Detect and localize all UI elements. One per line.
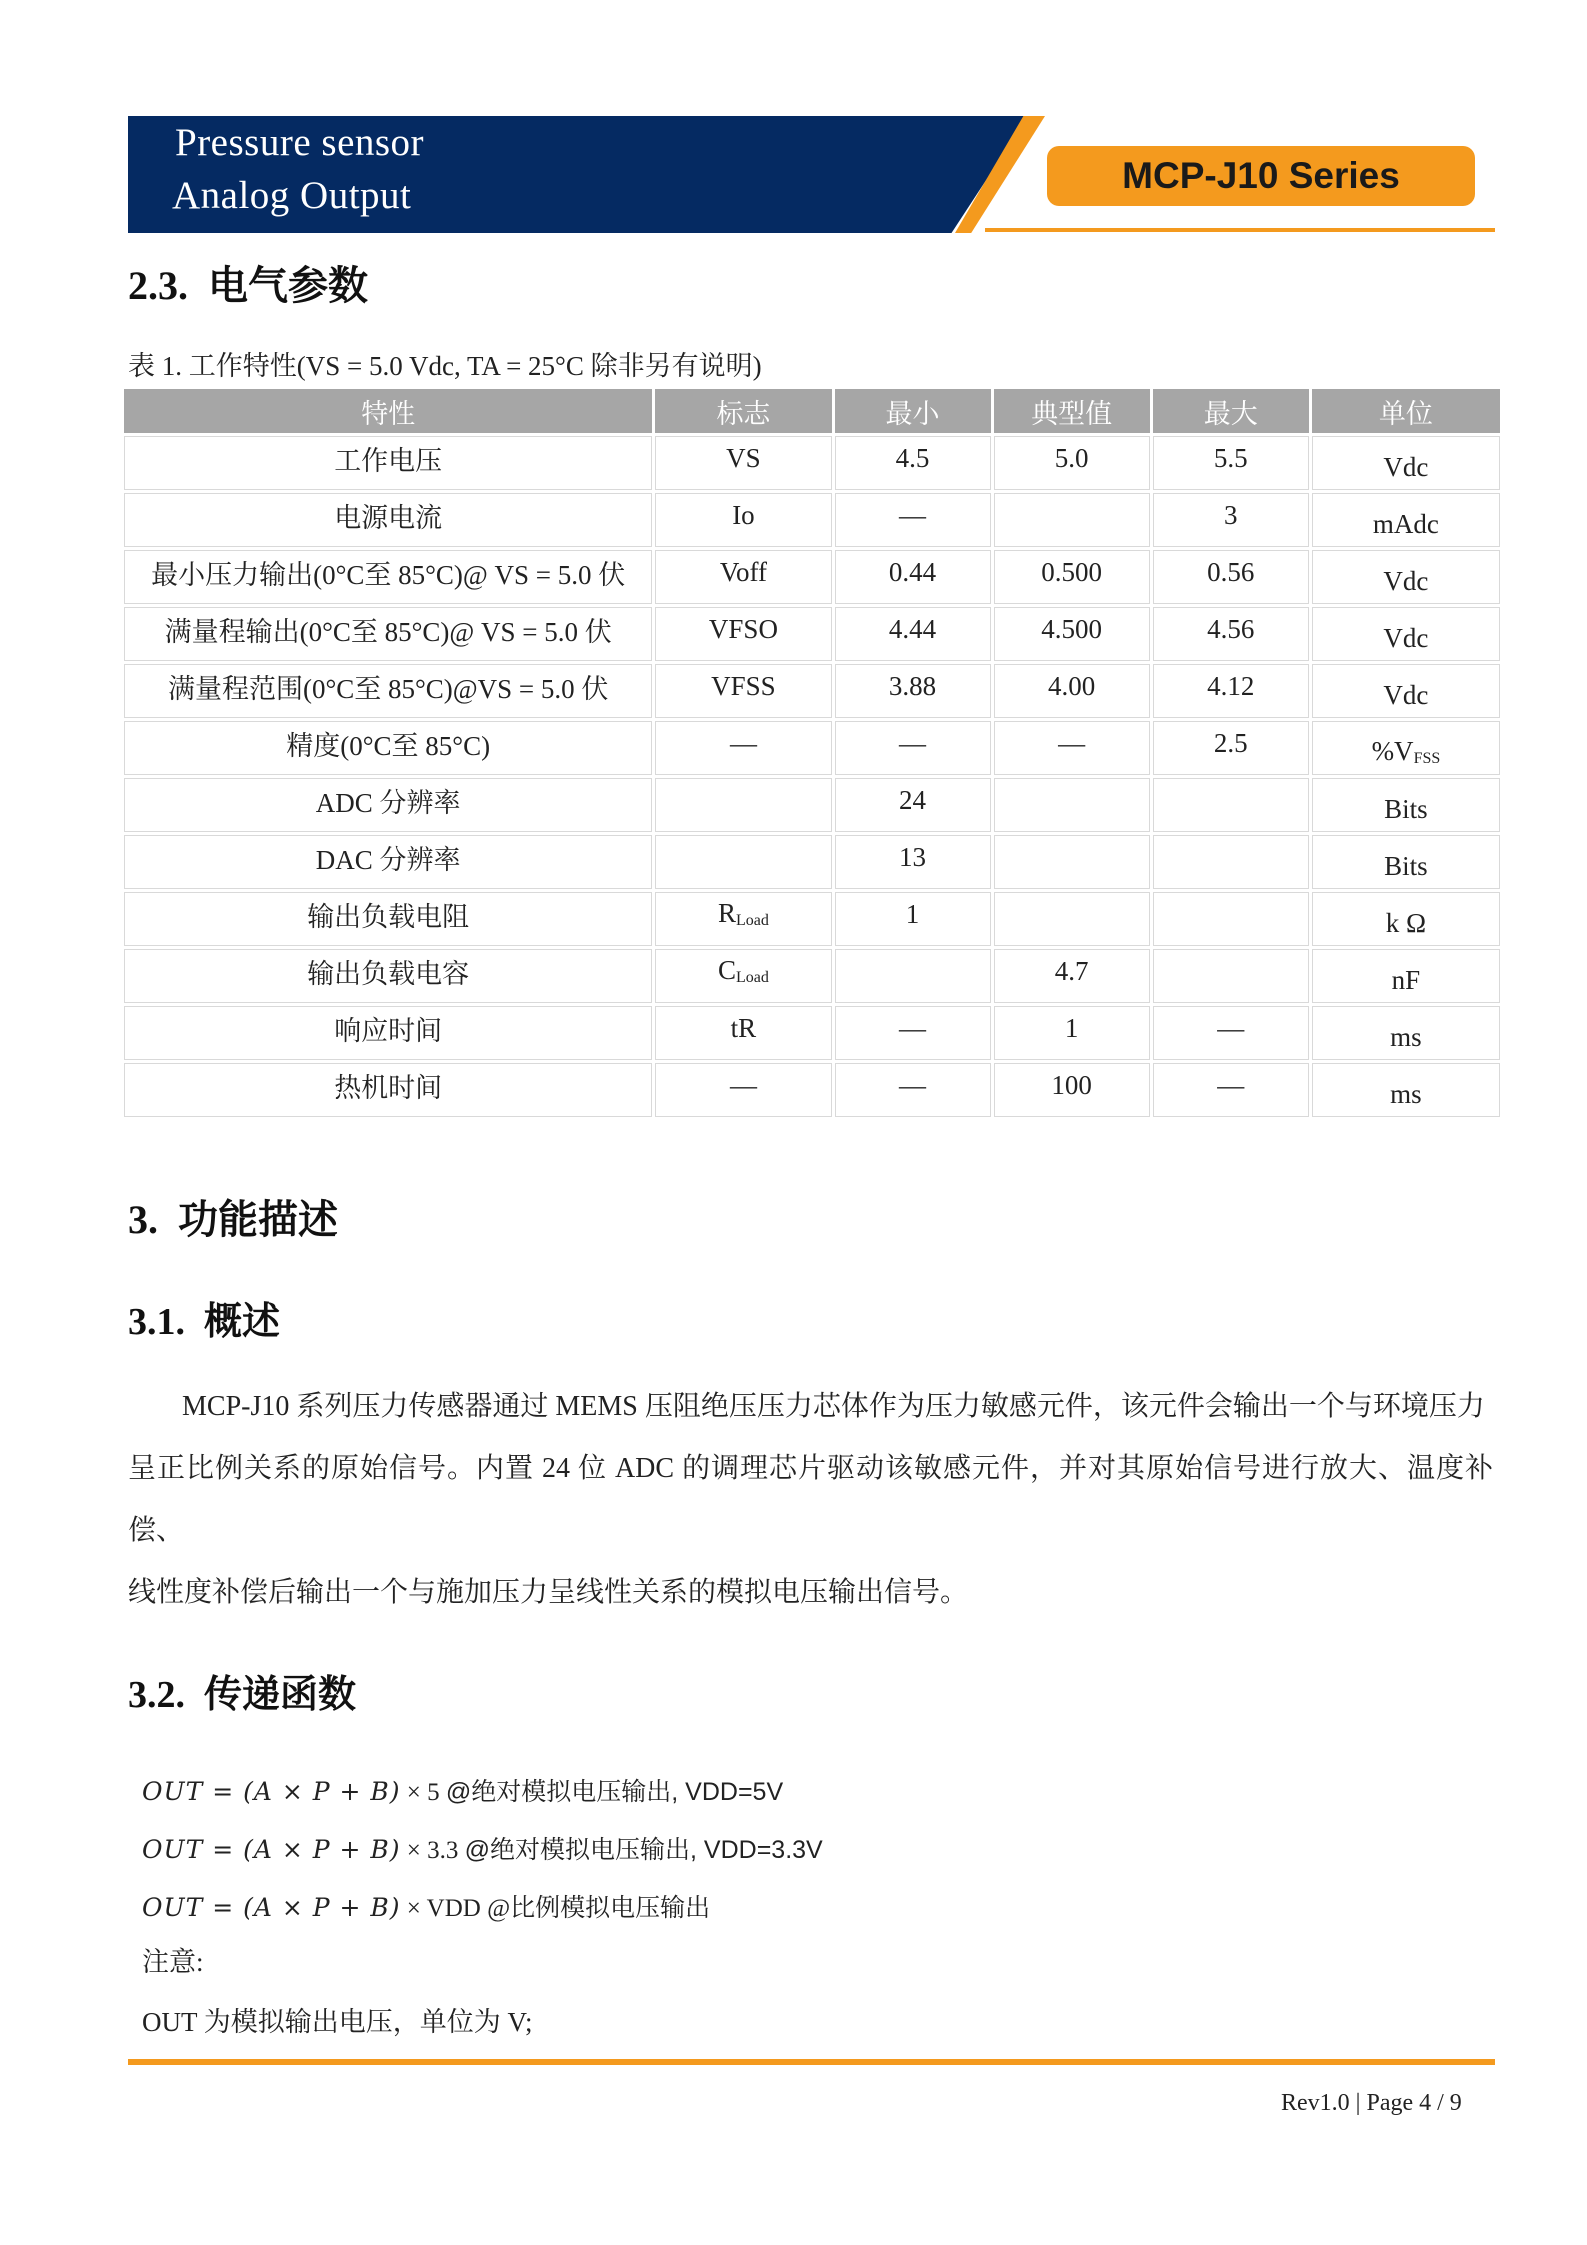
table-cell-symbol bbox=[655, 835, 831, 889]
table-cell-unit bbox=[1312, 949, 1500, 1003]
table-cell-unit bbox=[1312, 892, 1500, 946]
table-cell-max bbox=[1153, 607, 1309, 661]
header-title-line2: Analog Output bbox=[172, 174, 412, 217]
table-cell-param bbox=[124, 436, 652, 490]
table-cell-typ bbox=[994, 607, 1150, 661]
cell-value bbox=[711, 671, 776, 701]
table-cell-max bbox=[1153, 664, 1309, 718]
cell-text: 4.5 bbox=[895, 442, 930, 473]
formula-multiplier: × 3.3 bbox=[400, 1837, 465, 1864]
cell-value bbox=[899, 842, 926, 872]
cell-value bbox=[899, 1013, 926, 1043]
table-cell-max bbox=[1153, 493, 1309, 547]
table-caption: 表 1. 工作特性(VS = 5.0 Vdc, TA = 25°C 除非另有说明) bbox=[128, 351, 762, 381]
column-header: 单位 bbox=[1312, 389, 1500, 433]
table-cell-max bbox=[1153, 835, 1309, 889]
cell-value bbox=[889, 614, 936, 644]
table-cell-typ bbox=[994, 721, 1150, 775]
formula-line bbox=[142, 1772, 783, 1808]
cell-value bbox=[726, 443, 761, 473]
cell-value bbox=[1383, 452, 1428, 482]
note-label: 注意: bbox=[142, 1947, 204, 1977]
table-cell-max bbox=[1153, 949, 1309, 1003]
formula-multiplier: × 5 bbox=[400, 1779, 446, 1806]
table-cell-min bbox=[835, 721, 991, 775]
column-header: 典型值 bbox=[994, 389, 1150, 433]
cell-subscript: FSS bbox=[1413, 750, 1441, 767]
cell-text: 精度(0°C至 85°C) bbox=[286, 730, 491, 761]
cell-value bbox=[1383, 623, 1428, 653]
table-cell-min bbox=[835, 1006, 991, 1060]
cell-text: 4.12 bbox=[1207, 670, 1255, 701]
table-cell-param bbox=[124, 493, 652, 547]
cell-text: k Ω bbox=[1385, 907, 1427, 938]
table-row bbox=[124, 721, 1500, 775]
section-heading-3-2 bbox=[128, 1663, 356, 1718]
cell-value bbox=[730, 1070, 757, 1100]
table-cell-symbol bbox=[655, 1006, 831, 1060]
paragraph-line: MCP-J10 系列压力传感器通过 MEMS 压阻绝压压力芯体作为压力敏感元件，该元件会输出一个与环境压力 bbox=[182, 1391, 1485, 1422]
formula-note: @比例模拟电压输出 bbox=[487, 1895, 711, 1922]
table-row bbox=[124, 892, 1500, 946]
cell-text: 4.500 bbox=[1041, 613, 1103, 644]
cell-value bbox=[889, 557, 936, 587]
cell-value bbox=[1055, 443, 1089, 473]
cell-text: Bits bbox=[1384, 850, 1428, 881]
cell-value bbox=[889, 671, 936, 701]
table-cell-max bbox=[1153, 721, 1309, 775]
cell-value bbox=[896, 443, 930, 473]
footer-line bbox=[128, 2059, 1495, 2065]
table-cell-unit bbox=[1312, 607, 1500, 661]
table-row bbox=[124, 1006, 1500, 1060]
cell-value bbox=[1383, 566, 1428, 596]
cell-value bbox=[1214, 728, 1248, 758]
cell-text: 5.5 bbox=[1213, 442, 1248, 473]
table-cell-min bbox=[835, 550, 991, 604]
overview-paragraph bbox=[128, 1376, 1493, 1624]
note-text: OUT 为模拟输出电压，单位为 V; bbox=[142, 2007, 533, 2037]
cell-text: 最小压力输出(0°C至 85°C)@ VS = 5.0 伏 bbox=[151, 559, 626, 590]
table-cell-param bbox=[124, 1006, 652, 1060]
formula-line bbox=[142, 1888, 710, 1924]
cell-text: 热机时间 bbox=[334, 1072, 443, 1103]
series-badge: MCP-J10 Series bbox=[1047, 146, 1475, 206]
table-cell-symbol bbox=[655, 1063, 831, 1117]
cell-text: 输出负载电容 bbox=[307, 958, 470, 989]
cell-text: — bbox=[1058, 727, 1086, 758]
cell-text: 4.56 bbox=[1207, 613, 1255, 644]
spec-table bbox=[121, 386, 1503, 1120]
cell-text: Vdc bbox=[1383, 679, 1429, 710]
table-cell-unit bbox=[1312, 778, 1500, 832]
cell-text: 3.88 bbox=[888, 670, 937, 701]
table-cell-unit bbox=[1312, 1006, 1500, 1060]
table-row bbox=[124, 436, 1500, 490]
column-header: 最小 bbox=[835, 389, 991, 433]
cell-text: 4.00 bbox=[1048, 670, 1096, 701]
cell-value bbox=[906, 899, 920, 929]
cell-text: 4.7 bbox=[1054, 955, 1089, 986]
section-heading-3 bbox=[128, 1188, 338, 1245]
cell-text: nF bbox=[1391, 964, 1421, 995]
cell-value bbox=[1217, 1070, 1244, 1100]
cell-text: — bbox=[899, 1012, 927, 1043]
cell-value bbox=[731, 1013, 757, 1043]
cell-text: — bbox=[899, 1069, 927, 1100]
cell-text: tR bbox=[730, 1012, 757, 1043]
cell-value bbox=[1058, 728, 1085, 758]
cell-subscript: Load bbox=[736, 969, 769, 986]
table-row bbox=[124, 550, 1500, 604]
cell-value bbox=[151, 560, 625, 590]
cell-text: 电源电流 bbox=[334, 502, 443, 533]
column-header: 特性 bbox=[124, 389, 652, 433]
cell-value bbox=[730, 728, 757, 758]
cell-text: 输出负载电阻 bbox=[307, 901, 470, 932]
header-accent-line bbox=[985, 228, 1495, 232]
cell-value bbox=[1041, 557, 1102, 587]
table-cell-unit bbox=[1312, 1063, 1500, 1117]
cell-value bbox=[1048, 671, 1095, 701]
table-cell-min bbox=[835, 835, 991, 889]
cell-value bbox=[718, 955, 769, 985]
cell-text: 5.0 bbox=[1054, 442, 1089, 473]
cell-text: mAdc bbox=[1372, 508, 1439, 539]
cell-text: C bbox=[717, 955, 736, 985]
formula-expression: = (A × P + B) bbox=[203, 1835, 401, 1864]
cell-value bbox=[1390, 1079, 1422, 1109]
cell-text: Vdc bbox=[1383, 622, 1429, 653]
table-row bbox=[124, 949, 1500, 1003]
table-cell-symbol bbox=[655, 949, 831, 1003]
cell-value bbox=[1065, 1013, 1079, 1043]
cell-text: — bbox=[729, 727, 757, 758]
page-footer: Rev1.0 | Page 4 / 9 bbox=[1281, 2090, 1462, 2116]
table-cell-typ bbox=[994, 892, 1150, 946]
table-cell-min bbox=[835, 493, 991, 547]
table-cell-symbol bbox=[655, 607, 831, 661]
formula-expression: = (A × P + B) bbox=[203, 1893, 401, 1922]
cell-value bbox=[316, 788, 461, 818]
cell-text: 3 bbox=[1224, 499, 1238, 530]
cell-value bbox=[709, 614, 778, 644]
section-title: 功能描述 bbox=[178, 1197, 338, 1242]
cell-text: R bbox=[717, 898, 736, 928]
cell-text: %V bbox=[1371, 736, 1414, 766]
table-cell-typ bbox=[994, 436, 1150, 490]
formula-lhs: OUT bbox=[142, 1893, 204, 1922]
table-cell-unit bbox=[1312, 436, 1500, 490]
cell-value bbox=[1224, 500, 1238, 530]
table-cell-min bbox=[835, 664, 991, 718]
cell-value bbox=[899, 785, 926, 815]
cell-value bbox=[899, 728, 926, 758]
table-cell-max bbox=[1153, 1063, 1309, 1117]
table-cell-param bbox=[124, 607, 652, 661]
cell-text: Bits bbox=[1384, 793, 1428, 824]
section-heading-2-3 bbox=[128, 254, 368, 311]
table-cell-unit bbox=[1312, 721, 1500, 775]
table-row bbox=[124, 607, 1500, 661]
table-cell-unit bbox=[1312, 550, 1500, 604]
section-number: 3.1. bbox=[128, 1301, 185, 1343]
cell-value bbox=[899, 1070, 926, 1100]
cell-text: 1 bbox=[1064, 1012, 1079, 1043]
cell-text: 24 bbox=[899, 784, 927, 815]
table-row bbox=[124, 835, 1500, 889]
cell-value bbox=[1373, 509, 1439, 539]
column-header: 最大 bbox=[1153, 389, 1309, 433]
cell-value bbox=[168, 674, 608, 704]
table-cell-param bbox=[124, 835, 652, 889]
cell-value bbox=[165, 617, 612, 647]
table-cell-param bbox=[124, 1063, 652, 1117]
cell-value bbox=[307, 959, 469, 989]
cell-text: — bbox=[1217, 1069, 1245, 1100]
cell-value bbox=[1372, 736, 1441, 766]
cell-text: 100 bbox=[1051, 1069, 1092, 1100]
cell-value bbox=[1386, 908, 1426, 938]
cell-text: DAC 分辨率 bbox=[315, 844, 461, 875]
section-title: 电气参数 bbox=[208, 263, 368, 308]
cell-value bbox=[1384, 851, 1428, 881]
table-cell-param bbox=[124, 892, 652, 946]
header-title-line1: Pressure sensor bbox=[175, 121, 425, 164]
cell-value bbox=[334, 503, 442, 533]
table-cell-symbol bbox=[655, 664, 831, 718]
table-cell-unit bbox=[1312, 835, 1500, 889]
table-cell-param bbox=[124, 778, 652, 832]
cell-text: VS bbox=[726, 442, 761, 473]
table-cell-symbol bbox=[655, 436, 831, 490]
table-cell-unit bbox=[1312, 493, 1500, 547]
formula-multiplier: × VDD bbox=[400, 1895, 488, 1922]
cell-text: VFSS bbox=[711, 670, 776, 701]
cell-text: ms bbox=[1390, 1078, 1422, 1109]
cell-text: 13 bbox=[899, 841, 927, 872]
paragraph-line: 呈正比例关系的原始信号。内置 24 位 ADC 的调理芯片驱动该敏感元件，并对其原始信号进行放大、温度补偿、 bbox=[128, 1453, 1493, 1546]
table-cell-symbol bbox=[655, 550, 831, 604]
cell-value bbox=[1207, 557, 1254, 587]
section-heading-3-1 bbox=[128, 1290, 280, 1345]
paragraph-line: 线性度补偿后输出一个与施加压力呈线性关系的模拟电压输出信号。 bbox=[128, 1577, 969, 1608]
cell-value bbox=[1041, 614, 1102, 644]
table-cell-typ bbox=[994, 1006, 1150, 1060]
table-cell-param bbox=[124, 949, 652, 1003]
table-cell-typ bbox=[994, 835, 1150, 889]
formula-lhs: OUT bbox=[142, 1835, 204, 1864]
table-cell-symbol bbox=[655, 892, 831, 946]
cell-value bbox=[720, 557, 767, 587]
table-cell-typ bbox=[994, 778, 1150, 832]
cell-value bbox=[307, 902, 469, 932]
table-cell-symbol bbox=[655, 493, 831, 547]
table-row bbox=[124, 778, 1500, 832]
cell-text: — bbox=[899, 499, 927, 530]
cell-text: 响应时间 bbox=[334, 1015, 443, 1046]
cell-text: 满量程输出(0°C至 85°C)@ VS = 5.0 伏 bbox=[164, 616, 612, 647]
cell-text: ADC 分辨率 bbox=[315, 787, 461, 818]
table-row bbox=[124, 664, 1500, 718]
cell-value bbox=[334, 1016, 442, 1046]
cell-value bbox=[316, 845, 461, 875]
table-row bbox=[124, 1063, 1500, 1117]
formula-note: @绝对模拟电压输出, VDD=5V bbox=[445, 1778, 784, 1806]
cell-text: 0.500 bbox=[1041, 556, 1103, 587]
formula-note: @绝对模拟电压输出, VDD=3.3V bbox=[464, 1836, 823, 1864]
table-cell-min bbox=[835, 949, 991, 1003]
cell-text: 满量程范围(0°C至 85°C)@VS = 5.0 伏 bbox=[167, 673, 609, 704]
cell-text: 0.44 bbox=[888, 556, 937, 587]
table-cell-unit bbox=[1312, 664, 1500, 718]
section-number: 2.3. bbox=[128, 263, 188, 308]
table-cell-max bbox=[1153, 436, 1309, 490]
table-header-row bbox=[124, 389, 1500, 433]
table-cell-typ bbox=[994, 550, 1150, 604]
table-row bbox=[124, 493, 1500, 547]
cell-text: Io bbox=[732, 499, 755, 530]
cell-text: Vdc bbox=[1383, 451, 1429, 482]
cell-text: Vdc bbox=[1383, 565, 1429, 596]
table-cell-symbol bbox=[655, 721, 831, 775]
cell-subscript: Load bbox=[736, 912, 769, 929]
cell-value bbox=[1383, 680, 1428, 710]
cell-value bbox=[1214, 443, 1248, 473]
section-title: 概述 bbox=[204, 1301, 281, 1343]
formula-lhs: OUT bbox=[142, 1777, 204, 1806]
table-cell-symbol bbox=[655, 778, 831, 832]
section-title: 传递函数 bbox=[204, 1674, 357, 1716]
section-number: 3. bbox=[128, 1197, 158, 1242]
table-cell-max bbox=[1153, 892, 1309, 946]
cell-value bbox=[899, 500, 926, 530]
cell-value bbox=[286, 731, 490, 761]
table-cell-max bbox=[1153, 778, 1309, 832]
cell-value bbox=[718, 898, 769, 928]
formula-line bbox=[142, 1830, 823, 1866]
cell-value bbox=[1207, 671, 1254, 701]
cell-value bbox=[334, 446, 442, 476]
cell-value bbox=[1055, 956, 1089, 986]
cell-text: 4.44 bbox=[888, 613, 937, 644]
table-cell-param bbox=[124, 550, 652, 604]
cell-text: Voff bbox=[719, 556, 767, 587]
cell-text: — bbox=[1217, 1012, 1245, 1043]
cell-text: 1 bbox=[905, 898, 920, 929]
cell-text: 工作电压 bbox=[334, 445, 443, 476]
table-cell-typ bbox=[994, 949, 1150, 1003]
cell-value bbox=[732, 500, 755, 530]
formula-expression: = (A × P + B) bbox=[203, 1777, 401, 1806]
table-cell-min bbox=[835, 1063, 991, 1117]
cell-text: ms bbox=[1390, 1021, 1422, 1052]
cell-text: 0.56 bbox=[1207, 556, 1255, 587]
column-header: 标志 bbox=[655, 389, 831, 433]
table-cell-max bbox=[1153, 1006, 1309, 1060]
table-cell-typ bbox=[994, 1063, 1150, 1117]
cell-text: VFSO bbox=[708, 613, 778, 644]
table-cell-min bbox=[835, 778, 991, 832]
cell-value bbox=[1384, 794, 1428, 824]
section-number: 3.2. bbox=[128, 1674, 185, 1716]
table-cell-param bbox=[124, 721, 652, 775]
cell-value bbox=[1051, 1070, 1092, 1100]
table-cell-min bbox=[835, 892, 991, 946]
cell-value bbox=[334, 1073, 442, 1103]
table-cell-min bbox=[835, 436, 991, 490]
cell-value bbox=[1207, 614, 1254, 644]
cell-text: 2.5 bbox=[1213, 727, 1248, 758]
table-cell-param bbox=[124, 664, 652, 718]
table-cell-typ bbox=[994, 493, 1150, 547]
cell-value bbox=[1390, 1022, 1422, 1052]
cell-text: — bbox=[899, 727, 927, 758]
cell-value bbox=[1392, 965, 1421, 995]
cell-value bbox=[1217, 1013, 1244, 1043]
table-cell-min bbox=[835, 607, 991, 661]
cell-text: — bbox=[729, 1069, 757, 1100]
table-cell-typ bbox=[994, 664, 1150, 718]
table-cell-max bbox=[1153, 550, 1309, 604]
